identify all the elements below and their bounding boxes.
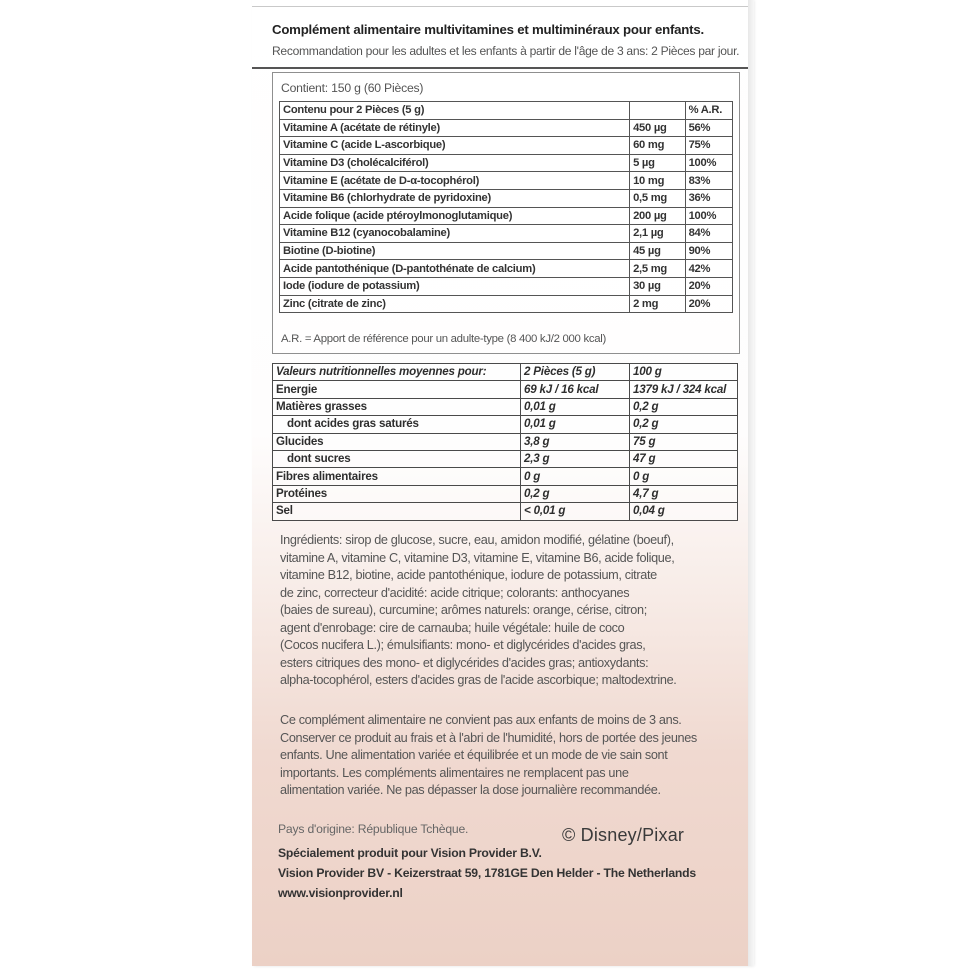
nutrition-label: Valeurs nutritionnelles moyennes pour: (273, 364, 521, 381)
producer-line: Spécialement produit pour Vision Provider B.V. (278, 846, 542, 860)
nutrient-name: Contenu pour 2 Pièces (5 g) (280, 102, 630, 120)
ingredients-line: (Cocos nucifera L.); émulsifiants: mono- et diglycérides d'acides gras, (280, 638, 646, 652)
nutrient-name: Vitamine E (acétate de D-α-tocophérol) (280, 172, 630, 190)
nutrient-name: Iode (iodure de potassium) (280, 277, 630, 295)
reference-percent: 90% (685, 242, 732, 260)
per-100g-value: 0,2 g (630, 398, 738, 415)
copyright-notice: © Disney/Pixar (562, 825, 685, 845)
per-portion-value: 69 kJ / 16 kcal (521, 381, 630, 398)
ingredients-line: (baies de sureau), curcumine; arômes naturels: orange, cérise, citron; (280, 603, 647, 617)
per-portion-value: 2,3 g (521, 450, 630, 467)
per-portion-value: 2 Pièces (5 g) (521, 364, 630, 381)
table-row (280, 189, 733, 207)
reference-intake-note: A.R. = Apport de référence pour un adulte-type (8 400 kJ/2 000 kcal) (281, 333, 607, 345)
reference-percent: 20% (685, 277, 732, 295)
table-row (273, 433, 738, 450)
per-portion-value: < 0,01 g (521, 503, 630, 520)
top-fold-line (252, 6, 752, 7)
ingredients-line: agent d'enrobage: cire de carnauba; huile végétale: huile de coco (280, 620, 625, 635)
nutrition-label: dont acides gras saturés (273, 416, 521, 433)
nutrition-label: Matières grasses (273, 398, 521, 415)
nutrient-name: Acide pantothénique (D-pantothénate de calcium) (280, 260, 630, 278)
nutrient-name: Vitamine B6 (chlorhydrate de pyridoxine) (280, 189, 630, 207)
vitamin-table-header (280, 102, 733, 120)
per-100g-value: 47 g (630, 450, 738, 467)
reference-percent: 83% (685, 172, 732, 190)
nutrient-amount: 45 µg (630, 242, 685, 260)
nutrient-name: Vitamine A (acétate de rétinyle) (280, 119, 630, 137)
per-portion-value: 0,2 g (521, 485, 630, 502)
warning-line: enfants. Une alimentation variée et équilibrée et un mode de vie sain sont (280, 748, 668, 762)
warning-line: Ce complément alimentaire ne convient pas aux enfants de moins de 3 ans. (280, 713, 682, 727)
nutrition-table-header (273, 364, 738, 381)
ingredients-line: alpha-tocophérol, esters d'acides gras de l'acide ascorbique; maltodextrine. (280, 673, 677, 687)
table-row (280, 154, 733, 172)
nutrient-amount: 30 µg (630, 277, 685, 295)
dosage-recommendation: Recommandation pour les adultes et les enfants à partir de l'âge de 3 ans: 2 Pièces par jour. (272, 44, 740, 58)
per-portion-value: 0 g (521, 468, 630, 485)
table-row (280, 277, 733, 295)
table-row (280, 119, 733, 137)
nutrient-amount: 450 µg (630, 119, 685, 137)
nutrition-table (272, 363, 738, 521)
reference-percent: 75% (685, 137, 732, 155)
nutrient-amount: 2 mg (630, 295, 685, 313)
ingredients-line: Ingrédients: sirop de glucose, sucre, eau, amidon modifié, gélatine (boeuf), (280, 533, 674, 547)
warning-line: importants. Les compléments alimentaires ne remplacent pas une (280, 765, 629, 780)
ingredients-line: vitamine A, vitamine C, vitamine D3, vitamine E, vitamine B6, acide folique, (280, 550, 675, 565)
package-back-panel (252, 0, 752, 966)
table-row (273, 398, 738, 415)
ingredients-line: de zinc, correcteur d'acidité: acide citrique; colorants: anthocyanes (280, 585, 630, 600)
table-row (273, 468, 738, 485)
nutrition-label: Protéines (273, 485, 521, 502)
nutrition-label: Energie (273, 381, 521, 398)
ingredients-line: vitamine B12, biotine, acide pantothénique, iodure de potassium, citrate (280, 568, 657, 582)
reference-percent: % A.R. (685, 102, 732, 120)
ingredients-line: esters citriques des mono- et diglycérides d'acides gras; antioxydants: (280, 655, 649, 670)
nutrient-amount: 10 mg (630, 172, 685, 190)
vitamin-table (279, 101, 733, 313)
nutrient-amount: 2,5 mg (630, 260, 685, 278)
ingredients-text (280, 532, 736, 690)
nutrient-amount: 2,1 µg (630, 225, 685, 243)
table-row (273, 450, 738, 467)
warning-line: Conserver ce produit au frais et à l'abri de l'humidité, hors de portée des jeunes (280, 730, 697, 745)
nutrient-name: Vitamine D3 (cholécalciférol) (280, 154, 630, 172)
producer-info (278, 843, 696, 903)
nutrient-amount: 60 mg (630, 137, 685, 155)
nutrient-amount: 5 µg (630, 154, 685, 172)
product-title: Complément alimentaire multivitamines et multiminéraux pour enfants. (272, 22, 704, 37)
per-portion-value: 0,01 g (521, 416, 630, 433)
warnings-text (280, 712, 736, 800)
producer-line: Vision Provider BV - Keizerstraat 59, 1781GE Den Helder - The Netherlands (278, 866, 696, 880)
nutrient-amount (630, 102, 685, 120)
nutrition-label: dont sucres (273, 450, 521, 467)
per-100g-value: 0,04 g (630, 503, 738, 520)
reference-percent: 56% (685, 119, 732, 137)
table-row (280, 242, 733, 260)
per-portion-value: 0,01 g (521, 398, 630, 415)
nutrition-label: Glucides (273, 433, 521, 450)
table-row (280, 137, 733, 155)
reference-percent: 36% (685, 189, 732, 207)
table-row (273, 381, 738, 398)
per-100g-value: 0 g (630, 468, 738, 485)
table-row (273, 485, 738, 502)
vitamin-panel (272, 72, 740, 354)
country-of-origin: Pays d'origine: République Tchèque. (278, 822, 469, 836)
reference-percent: 20% (685, 295, 732, 313)
reference-percent: 84% (685, 225, 732, 243)
table-row (280, 207, 733, 225)
nutrient-name: Acide folique (acide ptéroylmonoglutamique) (280, 207, 630, 225)
nutrition-label: Fibres alimentaires (273, 468, 521, 485)
per-100g-value: 4,7 g (630, 485, 738, 502)
nutrient-name: Vitamine B12 (cyanocobalamine) (280, 225, 630, 243)
table-row (280, 260, 733, 278)
reference-percent: 42% (685, 260, 732, 278)
nutrient-amount: 0,5 mg (630, 189, 685, 207)
table-row (280, 225, 733, 243)
table-row (273, 416, 738, 433)
nutrient-amount: 200 µg (630, 207, 685, 225)
per-100g-value: 100 g (630, 364, 738, 381)
header-divider (252, 67, 752, 69)
box-side-edge (748, 0, 754, 966)
per-100g-value: 0,2 g (630, 416, 738, 433)
net-content: Contient: 150 g (60 Pièces) (281, 81, 424, 95)
warning-line: alimentation variée. Ne pas dépasser la dose journalière recommandée. (280, 783, 661, 797)
nutrient-name: Vitamine C (acide L-ascorbique) (280, 137, 630, 155)
producer-website: www.visionprovider.nl (278, 886, 403, 900)
nutrient-name: Zinc (citrate de zinc) (280, 295, 630, 313)
reference-percent: 100% (685, 207, 732, 225)
table-row (280, 295, 733, 313)
nutrient-name: Biotine (D-biotine) (280, 242, 630, 260)
reference-percent: 100% (685, 154, 732, 172)
table-row (280, 172, 733, 190)
per-100g-value: 75 g (630, 433, 738, 450)
nutrition-label: Sel (273, 503, 521, 520)
table-row (273, 503, 738, 520)
per-100g-value: 1379 kJ / 324 kcal (630, 381, 738, 398)
per-portion-value: 3,8 g (521, 433, 630, 450)
